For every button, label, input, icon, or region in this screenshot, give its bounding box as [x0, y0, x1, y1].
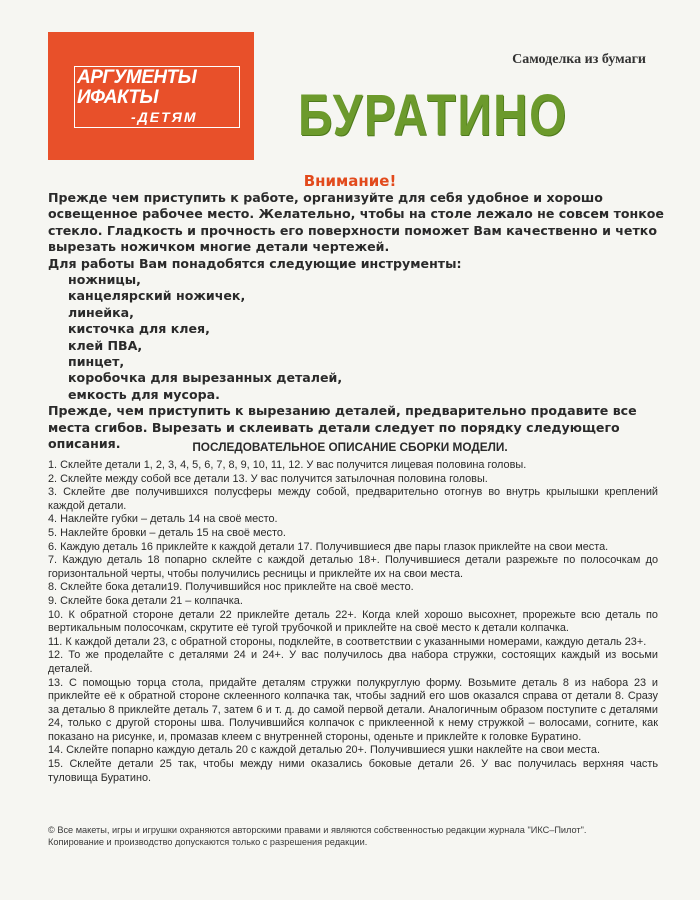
intro-text — [48, 190, 666, 453]
assembly-heading: ПОСЛЕДОВАТЕЛЬНОЕ ОПИСАНИЕ СБОРКИ МОДЕЛИ. — [192, 440, 508, 454]
step-item: 2. Склейте между собой все детали 13. У вас получится затылочная половина головы. — [48, 472, 488, 485]
assembly-steps — [48, 459, 658, 785]
tool-item: канцелярский ножичек, — [68, 288, 246, 304]
tool-item: клей ПВА, — [68, 337, 143, 353]
page-subtitle: Самоделка из бумаги — [512, 52, 646, 67]
step-item: 9. Склейте бока детали 21 – колпачка. — [48, 594, 243, 607]
logo-line-1: АРГУМЕНТЫ — [77, 67, 197, 88]
tool-item: емкость для мусора. — [68, 386, 220, 402]
page-title: БУРАТИНО — [298, 83, 568, 148]
step-item: 8. Склейте бока детали19. Получившийся нос приклейте на своё место. — [48, 581, 414, 594]
tool-item: ножницы, — [68, 272, 141, 288]
step-item: 5. Наклейте бровки – деталь 15 на своё место. — [48, 526, 286, 539]
logo-line-2: ИФАКТЫ — [77, 87, 159, 108]
attention-heading: Внимание! — [303, 172, 397, 190]
tool-item: линейка, — [68, 304, 134, 320]
copyright-footer — [48, 824, 668, 848]
step-item: 3. Склейте две получившихся полусферы между собой, предварительно отогнув во внутрь крылышки креплений каждой детали. — [48, 486, 658, 512]
step-item: 7. Каждую деталь 18 попарно склейте с каждой деталью 18+. Получившиеся детали разрежьте по полосочкам до горизонтальной черты, чтобы получились ресницы и приклейте их на свои места. — [48, 554, 658, 580]
step-item: 4. Наклейте губки – деталь 14 на своё место. — [48, 513, 278, 526]
step-item: 10. К обратной стороне детали 22 приклейте деталь 22+. Когда клей хорошо высохнет, прорежьте всю деталь по вертикальным полосочкам, скрутите её тугой трубочкой и приклейте на своё место к детали колпачка. — [48, 608, 658, 635]
intro-paragraph-2: Для работы Вам понадобятся следующие инструменты: — [48, 255, 462, 271]
copyright-line-1: © Все макеты, игры и игрушки охраняются авторскими правами и являются собственностью редакции журнала "ИКС–Пилот". — [48, 825, 587, 835]
step-item: 14. Склейте попарно каждую деталь 20 с каждой деталью 20+. Получившиеся ушки наклейте на свои места. — [48, 744, 600, 757]
tool-item: коробочка для вырезанных деталей, — [68, 370, 343, 386]
step-item: 12. То же проделайте с деталями 24 и 24+. У вас получилось два набора стружки, состоящих каждый из восьми деталей. — [48, 649, 658, 675]
copyright-line-2: Копирование и производство допускаются только с разрешения редакции. — [48, 837, 368, 847]
publisher-logo — [48, 32, 254, 160]
intro-paragraph-1: Прежде чем приступить к работе, организуйте для себя удобное и хорошо освещенное рабочее место. Желательно, чтобы на столе лежало не совсем тонкое стекло. Гладкость и прочность его поверхности поможет Вам качественно и четко вырезать ножичком многие детали чертежей. — [48, 190, 664, 255]
step-item: 11. К каждой детали 23, с обратной стороны, подклейте, в соответствии с указанными номерами, каждую деталь 23+. — [48, 635, 647, 648]
intro-paragraph-3: Прежде, чем приступить к вырезанию деталей, предварительно продавите все места сгибов. Вырезать и склеивать детали следует по порядку следующего описания. — [48, 403, 637, 452]
step-item: 13. С помощью торца стола, придайте деталям стружки полукруглую форму. Возьмите деталь 8 из набора 23 и приклейте её к обратной стороне склеенного колпачка так, чтобы задний его шов оказался справа от детали 8. Сразу за деталью 8 приклейте деталь 7, затем 6 и т. д. до самой первой детали. Аналогичным образом поступите с деталями 24, только с другой стороны шва. Получившийся колпачок с приклеенной к нему стружкой – волосами, согните, как показано на рисунке, и, промазав клеем с внутренней стороны, оденьте и приклейте к головке Буратино. — [48, 676, 658, 743]
step-item: 6. Каждую деталь 16 приклейте к каждой детали 17. Получившиеся две пары глазок приклейте на свои места. — [48, 540, 609, 553]
tool-item: кисточка для клея, — [68, 321, 210, 337]
logo-line-3: -ДЕТЯМ — [131, 109, 198, 125]
tool-item: пинцет, — [68, 354, 125, 370]
logo-frame — [74, 66, 240, 128]
step-item: 15. Склейте детали 25 так, чтобы между ними оказались боковые детали 26. У вас получилась верхняя часть туловища Буратино. — [48, 758, 658, 784]
tools-list — [48, 272, 666, 403]
step-item: 1. Склейте детали 1, 2, 3, 4, 5, 6, 7, 8, 9, 10, 11, 12. У вас получится лицевая половина головы. — [48, 459, 527, 471]
